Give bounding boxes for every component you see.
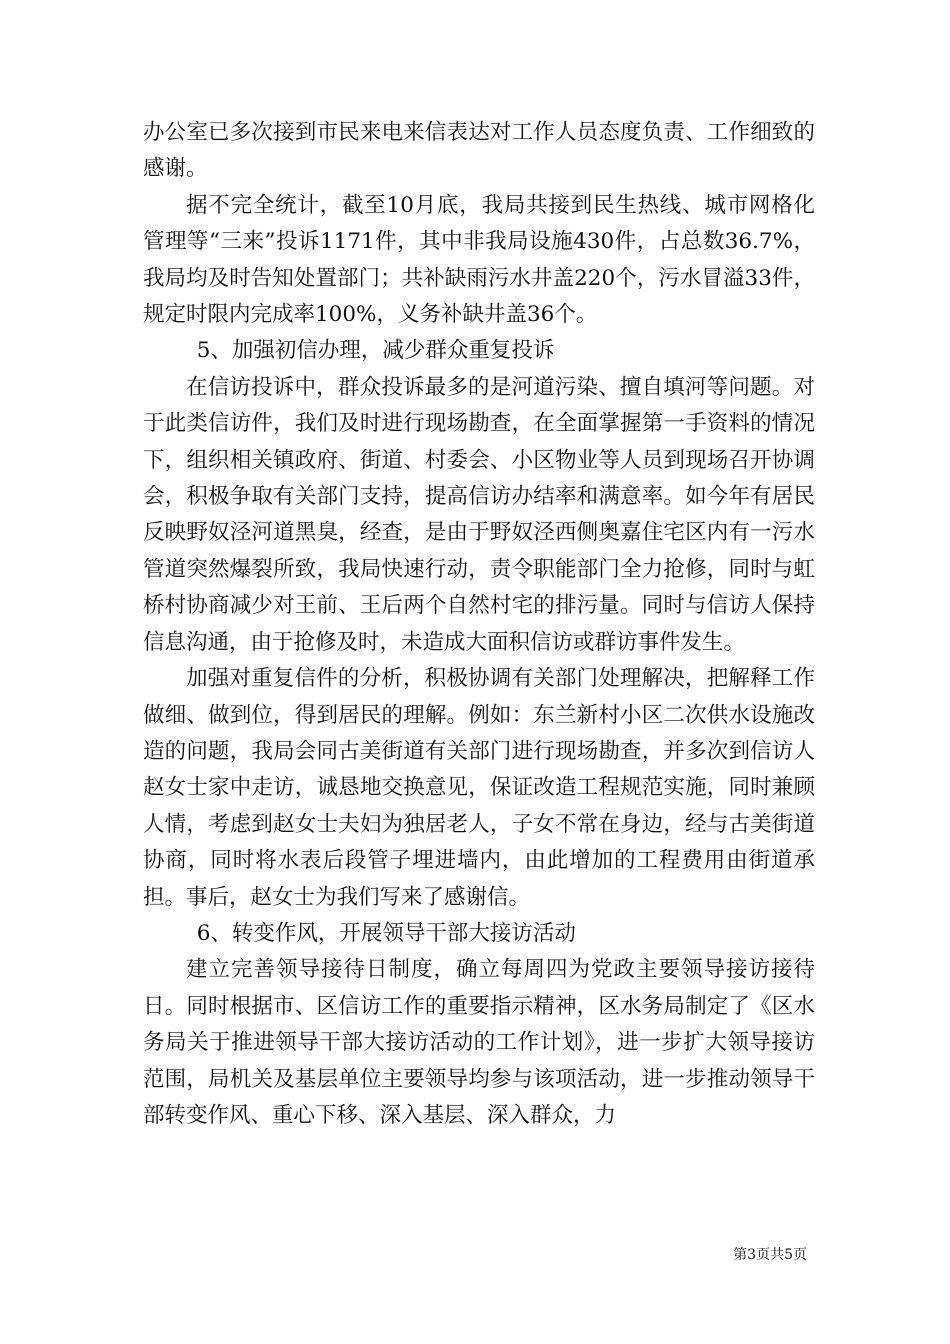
paragraph-leadership-reception: 建立完善领导接待日制度，确立每周四为党政主要领导接访接待日。同时根据市、区信访工作的重要指示精神，区水务局制定了《区水务局关于推进领导干部大接访活动的工作计划》，进一步扩大领导接访范围，局机关及基层单位主要领导均参与该项活动，进一步推动领导干部转变作风、重心下移、深入基层、深入群众，力 [143, 957, 815, 1128]
section-heading-6: 6、转变作风，开展领导干部大接访活动 [196, 920, 576, 946]
paragraph-statistics: 据不完全统计，截至10月底，我局共接到民生热线、城市网格化管理等“三来”投诉1171件，其中非我局设施430件，占总数36.7%，我局均及时告知处置部门；共补缺雨污水井盖220个，污水冒溢33件，规定时限内完成率100%，义务补缺井盖36个。 [143, 192, 815, 328]
paragraph-continuation: 办公室已多次接到市民来电来信表达对工作人员态度负责、工作细致的感谢。 [143, 120, 815, 182]
paragraph-repeat-letters: 加强对重复信件的分析，积极协调有关部门处理解决，把解释工作做细、做到位，得到居民的理解。例如：东兰新村小区二次供水设施改造的问题，我局会同古美街道有关部门进行现场勘查，并多次到信访人赵女士家中走访，诚恳地交换意见，保证改造工程规范实施，同时兼顾人情，考虑到赵女士夫妇为独居老人，子女不常在身边，经与古美街道协商，同时将水表后段管子埋进墙内，由此增加的工程费用由街道承担。事后，赵女士为我们写来了感谢信。 [143, 666, 815, 910]
page-number: 第3页共5页 [733, 1247, 807, 1263]
paragraph-initial-letters: 在信访投诉中，群众投诉最多的是河道污染、擅自填河等问题。对于此类信访件，我们及时进行现场勘查，在全面掌握第一手资料的情况下，组织相关镇政府、街道、村委会、小区物业等人员到现场召开协调会，积极争取有关部门支持，提高信访办结率和满意率。如今年有居民反映野奴泾河道黑臭，经查，是由于野奴泾西侧奥嘉住宅区内有一污水管道突然爆裂所致，我局快速行动，责令职能部门全力抢修，同时与虹桥村协商减少对王前、王后两个自然村宅的排污量。同时与信访人保持信息沟通，由于抢修及时，未造成大面积信访或群访事件发生。 [143, 374, 815, 655]
document-body [143, 115, 815, 1134]
section-heading-5: 5、加强初信办理，减少群众重复投诉 [196, 338, 555, 364]
